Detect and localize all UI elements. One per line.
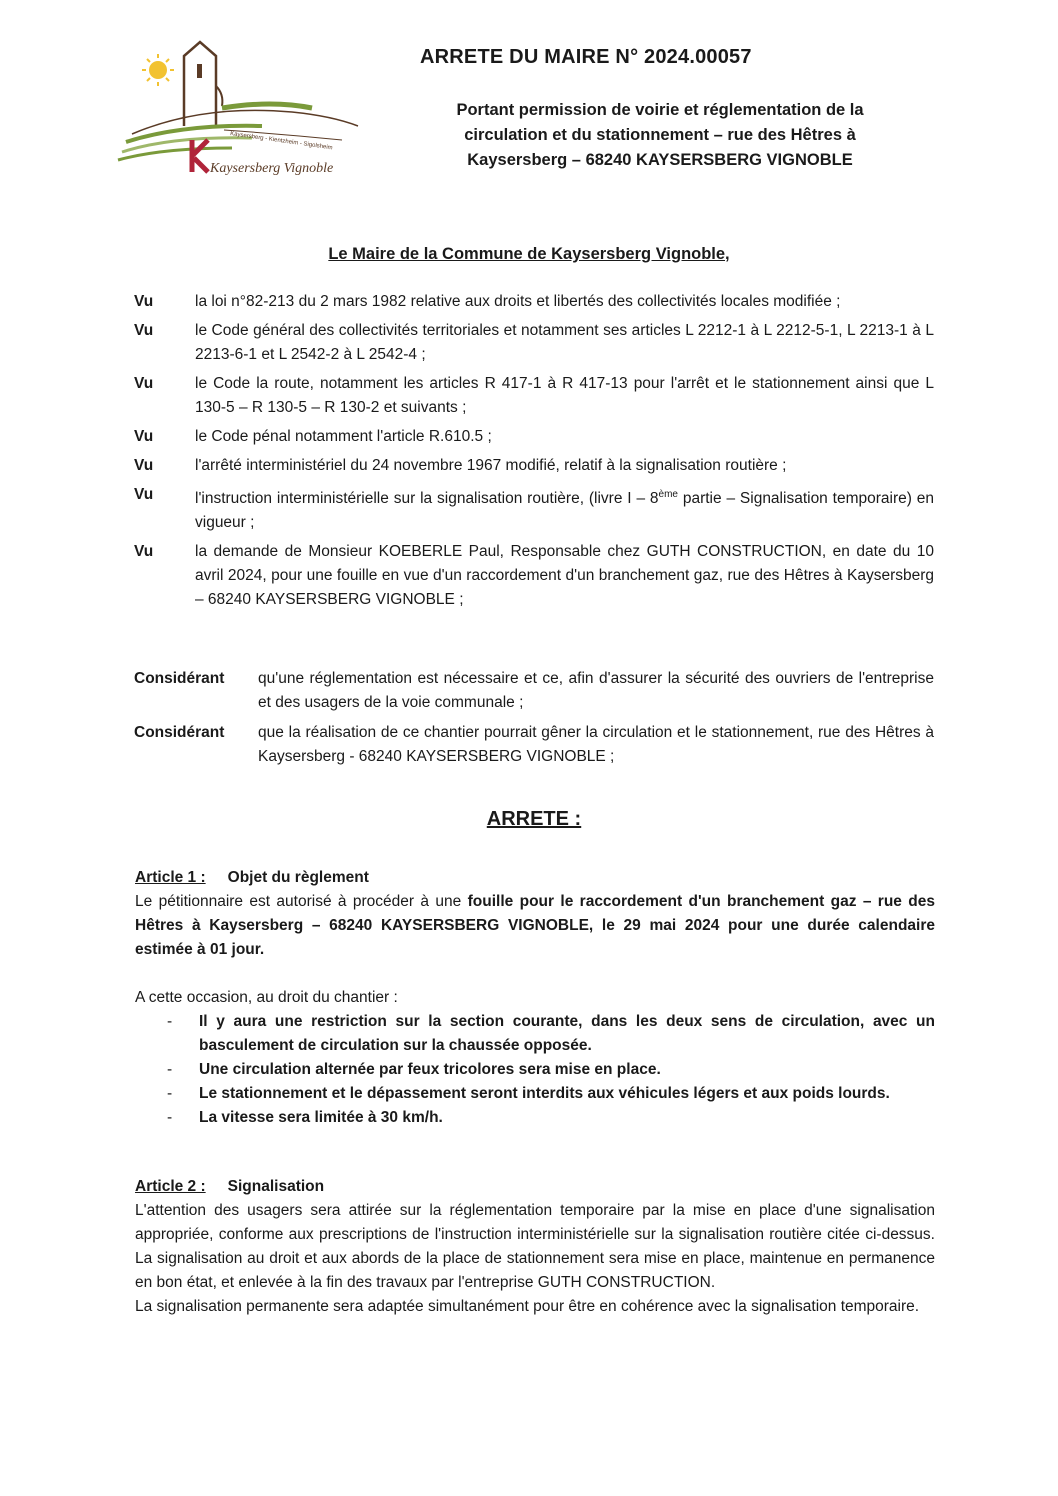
subject-line-1: Portant permission de voirie et réglementation de la <box>456 101 864 119</box>
considerant-text: qu'une réglementation est nécessaire et ce, afin d'assurer la sécurité des ouvriers de l'entreprise et des usagers de la voie communale ; <box>258 670 934 711</box>
vu-text-instruction: l'instruction interministérielle sur la signalisation routière, (livre I – 8ème partie – Signalisation temporaire) en vigueur ; <box>195 489 934 532</box>
kaysersberg-vignoble-logo-icon <box>112 34 364 184</box>
commune-logo <box>112 34 364 184</box>
article-heading: Objet du règlement <box>227 869 369 886</box>
article-2-paragraph-2: La signalisation permanente sera adaptée simultanément pour être en cohérence avec la signalisation temporaire. <box>135 1298 920 1315</box>
measure-item: - Le stationnement et le dépassement seront interdits aux véhicules légers et aux poids lourds. <box>135 1082 935 1106</box>
article-heading: Signalisation <box>227 1178 325 1195</box>
article-number: Article 1 : <box>135 869 206 886</box>
vu-text: le Code la route, notamment les articles R 417-1 à R 417-13 pour l'arrêt et le stationnement ainsi que L 130-5 – R 130-5 – R 130-2 et suivants ; <box>195 375 934 416</box>
sun-icon <box>142 54 174 86</box>
vu-text: la demande de Monsieur KOEBERLE Paul, Responsable chez GUTH CONSTRUCTION, en date du 10 avril 2024, pour une fouille en vue d'un raccordement d'un branchement gaz, rue des Hêtres à Kaysersberg – 68240 KAYSERSBERG VIGNOBLE ; <box>195 543 934 609</box>
considerant-text: que la réalisation de ce chantier pourrait gêner la circulation et le stationnement, rue des Hêtres à Kaysersberg - 68240 KAYSERSBERG VIGNOBLE ; <box>258 724 934 765</box>
vu-text: le Code pénal notamment l'article R.610.5 ; <box>195 428 492 445</box>
decree-number-title: ARRETE DU MAIRE N° 2024.00057 <box>420 46 752 68</box>
vu-item <box>134 319 934 367</box>
considerant-list <box>134 667 934 775</box>
vu-label: Vu <box>134 322 154 339</box>
vu-text: la loi n°82-213 du 2 mars 1982 relative aux droits et libertés des collectivités locales modifiée ; <box>195 293 841 310</box>
vu-item <box>134 483 934 535</box>
subject-line-2: circulation et du stationnement – rue des Hêtres à <box>464 126 856 144</box>
vu-item <box>134 454 934 478</box>
vu-label: Vu <box>134 543 154 561</box>
svg-text:Kaysersberg - Kientzheim - Sig: Kaysersberg - Kientzheim - Sigolsheim <box>229 131 333 152</box>
article-number: Article 2 : <box>135 1178 206 1195</box>
article-1-intro: Le pétitionnaire est autorisé à procéder à une fouille pour le raccordement d'un branchement gaz – rue des Hêtres à Kaysersberg – 68240 KAYSERSBERG VIGNOBLE, le 29 mai 2024 pour une durée calendaire estimée à 01 jour. <box>135 893 935 958</box>
article-1-title <box>135 866 935 890</box>
article-2-title <box>135 1175 935 1199</box>
considerant-item <box>134 721 934 769</box>
mayor-heading: Le Maire de la Commune de Kaysersberg Vignoble, <box>328 245 730 263</box>
vu-label: Vu <box>134 457 154 474</box>
vu-text: l'arrêté interministériel du 24 novembre 1967 modifié, relatif à la signalisation routière ; <box>195 457 787 474</box>
subject-line-3: Kaysersberg – 68240 KAYSERSBERG VIGNOBLE <box>467 151 853 169</box>
article-2-paragraph-1: L'attention des usagers sera attirée sur la réglementation temporaire par la mise en place d'une signalisation appropriée, conforme aux prescriptions de l'instruction interministérielle sur la signalisation routière citée ci-dessus. La signalisation au droit et aux abords de la place de stationnement sera mise en place, maintenue en permanence en bon état, et enlevée à la fin des travaux par l'entreprise GUTH CONSTRUCTION. <box>135 1202 935 1291</box>
vu-item <box>134 540 934 612</box>
measure-item: - Il y aura une restriction sur la section courante, dans les deux sens de circulation, avec un basculement de circulation sur la chaussée opposée. <box>135 1010 935 1058</box>
arrete-heading: ARRETE : <box>486 808 582 830</box>
vu-item <box>134 372 934 420</box>
measure-item: - La vitesse sera limitée à 30 km/h. <box>135 1106 935 1130</box>
svg-text:Kaysersberg Vignoble: Kaysersberg Vignoble <box>210 161 334 176</box>
vu-label: Vu <box>134 486 154 503</box>
vu-list <box>134 290 934 617</box>
vu-item <box>134 425 934 449</box>
measures-list <box>135 1010 935 1130</box>
decree-subject <box>410 98 910 173</box>
article-2 <box>135 1175 935 1319</box>
vu-label: Vu <box>134 428 154 445</box>
article-1 <box>135 866 935 1130</box>
vu-label: Vu <box>134 375 154 392</box>
vu-text: le Code général des collectivités territoriales et notamment ses articles L 2212-1 à L 2212-5-1, L 2213-1 à L 2213-6-1 et L 2542-2 à L 2542-4 ; <box>195 322 934 363</box>
considerant-item <box>134 667 934 715</box>
vu-label: Vu <box>134 293 154 310</box>
considerant-label: Considérant <box>134 724 225 741</box>
article-1-occasion: A cette occasion, au droit du chantier : <box>135 989 398 1006</box>
measure-item: - Une circulation alternée par feux tricolores sera mise en place. <box>135 1058 935 1082</box>
vu-item <box>134 290 934 314</box>
considerant-label: Considérant <box>134 670 225 687</box>
